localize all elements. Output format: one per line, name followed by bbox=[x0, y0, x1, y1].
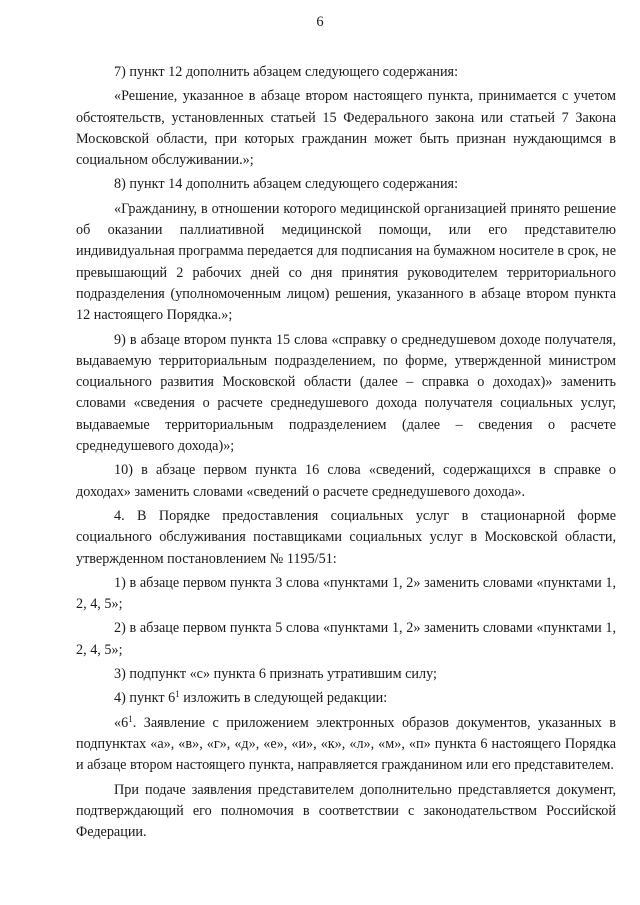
document-body bbox=[76, 62, 616, 843]
superscript-one: 1 bbox=[175, 689, 180, 700]
subitem-4-text-start: 4) пункт 6 bbox=[114, 690, 176, 707]
paragraph-item-8: 8) пункт 14 дополнить абзацем следующего содержания: bbox=[114, 176, 459, 193]
paragraph-quote-6-1 bbox=[76, 713, 616, 777]
paragraph-item-9: 9) в абзаце втором пункта 15 слова «справку о среднедушевом доходе получателя, выдаваемую территориальным подразделением, по форме, утвержденной министром социального развития Московской области (далее – справка о доходах)» заменить словами «сведения о расчете среднедушевого дохода получателя социальных услуг, выдаваемые территориальным подразделением (далее – сведения о расчете среднедушевого дохода)»; bbox=[76, 331, 616, 455]
superscript-one: 1 bbox=[128, 713, 133, 724]
paragraph-item-10: 10) в абзаце первом пункта 16 слова «сведений, содержащихся в справке о доходах» заменить словами «сведений о расчете среднедушевого дохода». bbox=[76, 462, 616, 500]
paragraph-section-4: 4. В Порядке предоставления социальных услуг в стационарной форме социального обслуживания поставщиками социальных услуг в Московской области, утвержденном постановлением № 1195/51: bbox=[76, 507, 616, 567]
paragraph-quote-citizen: «Гражданину, в отношении которого медицинской организацией принято решение об оказании паллиативной медицинской помощи, или его представителю индивидуальная программа передается для подписания на бумажном носителе в срок, не превышающий 2 рабочих дней со дня принятия руководителем территориального подразделения (уполномоченным лицом) решения, указанного в абзаце втором пункта 12 настоящего Порядка.»; bbox=[76, 200, 616, 324]
subitem-4-text-end: изложить в следующей редакции: bbox=[179, 690, 388, 707]
page-number: 6 bbox=[316, 14, 324, 30]
quote-6-1-text: . Заявление с приложением электронных образов документов, указанных в подпунктах «а», «в», «г», «д», «е», «и», «к», «л», «м», «п» пункта 6 настоящего Порядка и абзаце втором настоящего пункта, направляется гражданином или его представителем. bbox=[76, 714, 616, 774]
quote-6-1-number: «6 bbox=[114, 714, 129, 731]
paragraph-item-7: 7) пункт 12 дополнить абзацем следующего содержания: bbox=[114, 64, 459, 80]
paragraph-quote-decision: «Решение, указанное в абзаце втором настоящего пункта, принимается с учетом обстоятельств, установленных статьей 15 Федерального закона или статьей 7 Закона Московской области, при которых гражданин может быть признан нуждающимся в социальном обслуживании.»; bbox=[76, 88, 616, 169]
paragraph-subitem-3: 3) подпункт «с» пункта 6 признать утратившим силу; bbox=[114, 666, 437, 683]
paragraph-subitem-4 bbox=[76, 688, 616, 709]
paragraph-representative: При подаче заявления представителем дополнительно представляется документ, подтверждающий его полномочия в соответствии с законодательством Российской Федерации. bbox=[76, 781, 616, 841]
paragraph-subitem-2: 2) в абзаце первом пункта 5 слова «пунктами 1, 2» заменить словами «пунктами 1, 2, 4, 5»; bbox=[76, 620, 616, 658]
paragraph-subitem-1: 1) в абзаце первом пункта 3 слова «пунктами 1, 2» заменить словами «пунктами 1, 2, 4, 5»; bbox=[76, 574, 616, 613]
